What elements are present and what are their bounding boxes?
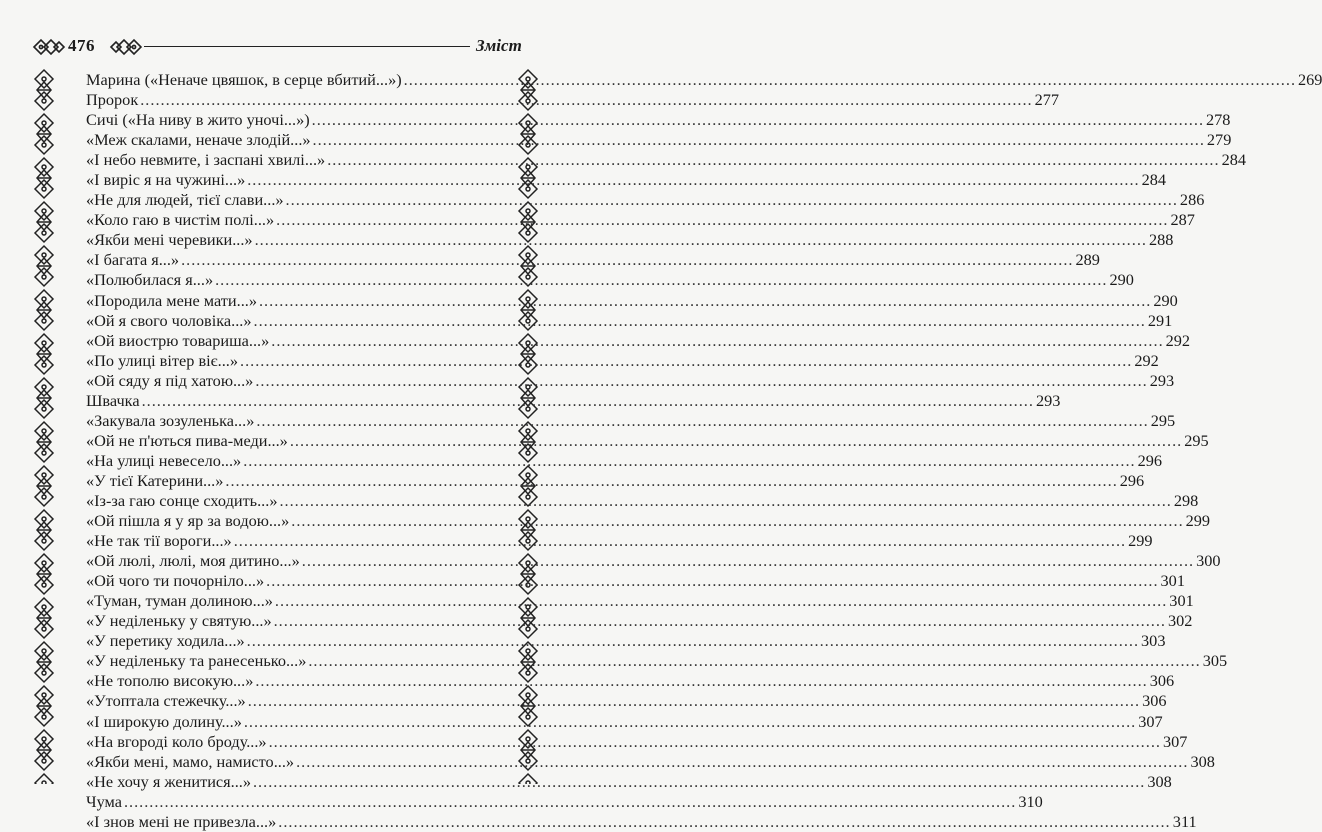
dot-leader: ................................................................................................................................................................................ [276,210,1169,230]
dot-leader: ................................................................................................................................................................................ [255,370,1148,390]
toc-entry-page: 305 [1202,651,1228,671]
toc-entry-page: 295 [1150,410,1176,430]
toc-entry-page: 307 [1162,731,1188,751]
toc-entry [86,170,1167,190]
knot-ornament-icon [32,32,66,62]
dot-leader: ................................................................................................................................................................................ [181,250,1074,270]
toc-entry-page: 292 [1165,330,1191,350]
toc-entry-page: 289 [1075,250,1100,270]
toc-entry [86,130,1232,150]
dot-leader: ................................................................................................................................................................................ [140,90,1033,110]
toc-entry-page: 296 [1119,470,1145,490]
toc-entry-title: Пророк [86,90,139,110]
dot-leader: ................................................................................................................................................................................ [252,771,1146,791]
toc-entry-title: «Якби мені, мамо, намисто...» [86,751,295,771]
toc-entry-title: «Коло гаю в чистім полі...» [86,210,275,230]
toc-entry [86,290,1178,311]
toc-entry [86,450,1162,471]
toc-entry-title: «Закувала зозуленька...» [86,410,255,430]
toc-entry-page: 277 [1034,90,1060,110]
toc-entry [86,751,1215,772]
toc-entry-title: «Полюбилася я...» [86,270,214,290]
dot-leader: ................................................................................................................................................................................ [289,430,1183,450]
toc-entry-page: 293 [1035,390,1061,410]
dot-leader: ................................................................................................................................................................................ [123,791,1017,811]
toc-entry-title: «У неділеньку у святую...» [86,611,272,631]
toc-entry [86,390,1061,411]
toc-entry-page: 284 [1141,170,1167,190]
toc-entry-page: 293 [1149,370,1175,390]
toc-entry-page: 306 [1149,671,1175,691]
toc-entry [86,70,1322,90]
toc-entry [86,430,1209,451]
toc-entry [86,150,1246,170]
toc-entry [86,270,1134,290]
toc-entry-title: «І небо невмите, і заспані хвилі...» [86,150,326,170]
toc-entry-title: «Туман, туман долиною...» [86,591,273,611]
dot-leader: ................................................................................................................................................................................ [327,150,1220,170]
dot-leader: ................................................................................................................................................................................ [243,450,1136,470]
toc-entry-title: «Ой виострю товариша...» [86,330,270,350]
toc-entry [86,591,1194,611]
dot-leader: ................................................................................................................................................................................ [278,811,1171,831]
dot-leader: ................................................................................................................................................................................ [285,190,1178,210]
toc-entry-title: «Ой люлі, люлі, моя дитино...» [86,551,300,571]
dot-leader: ................................................................................................................................................................................ [271,330,1164,350]
toc-entry-title: «Ой пішла я у яр за водою...» [86,511,290,531]
toc-entry-page: 303 [1141,631,1166,651]
toc-entry-title: «І широкую долину...» [86,711,242,731]
toc-entry [86,470,1145,491]
toc-entry-title: «Із-за гаю сонце сходить...» [86,490,278,510]
dot-leader: ................................................................................................................................................................................ [266,571,1159,591]
dot-leader: ................................................................................................................................................................................ [311,110,1205,130]
dot-leader: ................................................................................................................................................................................ [225,470,1118,490]
toc-entry [86,671,1175,691]
ornamental-border-left-icon [32,68,56,784]
toc-entry-page: 301 [1169,591,1194,611]
toc-entry-title: «На вгороді коло броду...» [86,731,267,751]
toc-entry [86,250,1100,270]
toc-entry [86,230,1174,250]
toc-entry-page: 296 [1137,450,1162,470]
toc-entry [86,551,1221,571]
dot-leader: ................................................................................................................................................................................ [256,410,1149,430]
toc-entry-page: 290 [1109,270,1134,290]
toc-entry-page: 299 [1185,511,1211,531]
toc-entry [86,90,1060,110]
toc-entry-title: «У тієї Катерини...» [86,470,224,490]
dot-leader: ................................................................................................................................................................................ [291,511,1184,531]
toc-entry-title: «Породила мене мати...» [86,290,257,310]
page-header [0,36,568,60]
toc-entry [86,370,1175,391]
dot-leader: ................................................................................................................................................................................ [141,390,1034,410]
dot-leader: ................................................................................................................................................................................ [215,270,1108,290]
dot-leader: ................................................................................................................................................................................ [243,711,1137,731]
dot-leader: ................................................................................................................................................................................ [240,350,1133,370]
toc-entry [86,210,1195,230]
toc-entry-title: «Меж скалами, неначе злодій...» [86,130,311,150]
toc-entry-page: 306 [1142,691,1167,711]
toc-entry-page: 310 [1018,791,1043,811]
section-title: Зміст [476,36,522,55]
toc-entry-page: 284 [1221,150,1246,170]
toc-entry [86,611,1193,631]
toc-entry [86,531,1153,551]
toc-entry-page: 269 [1298,70,1322,89]
toc-entry-title: «Ой чого ти почорніло...» [86,571,265,591]
toc-entry-title: «У неділеньку та ранесенько...» [86,651,307,671]
dot-leader: ................................................................................................................................................................................ [312,130,1205,150]
dot-leader: ................................................................................................................................................................................ [274,591,1168,611]
toc-entry-page: 300 [1196,551,1221,571]
toc-entry-title: «На улиці невесело...» [86,450,242,470]
toc-entry [86,631,1166,651]
toc-entry [86,511,1211,531]
toc-entry-page: 288 [1148,230,1174,250]
header-rule [144,46,470,47]
toc-entry [86,350,1159,371]
toc-entry [86,811,1197,832]
dot-leader: ................................................................................................................................................................................ [247,691,1141,711]
dot-leader: ................................................................................................................................................................................ [258,290,1152,310]
toc-entry-page: 278 [1206,110,1231,130]
toc-entry [86,571,1185,591]
toc-entry-page: 295 [1184,430,1209,450]
dot-leader: ................................................................................................................................................................................ [403,70,1297,89]
toc-entry-title: «Не так тії вороги...» [86,531,232,551]
dot-leader: ................................................................................................................................................................................ [255,671,1148,691]
toc-entry-title: «По улиці вітер віє...» [86,350,238,370]
toc-entry [86,771,1172,792]
dot-leader: ................................................................................................................................................................................ [268,731,1161,751]
toc-entry-page: 298 [1173,490,1199,510]
toc-entry-page: 299 [1128,531,1153,551]
toc-entry-title: «І багата я...» [86,250,180,270]
toc-entry-title: «І виріс я на чужині...» [86,170,246,190]
toc-entry-page: 291 [1147,310,1173,330]
knot-ornament-icon [109,32,145,62]
dot-leader: ................................................................................................................................................................................ [273,611,1166,631]
table-of-contents [86,70,1322,832]
dot-leader: ................................................................................................................................................................................ [247,170,1140,190]
dot-leader: ................................................................................................................................................................................ [279,490,1172,510]
toc-entry-title: «Якби мені черевики...» [86,230,253,250]
toc-entry-page: 301 [1160,571,1185,591]
dot-leader: ................................................................................................................................................................................ [233,531,1127,551]
dot-leader: ................................................................................................................................................................................ [296,751,1189,771]
toc-entry-page: 307 [1138,711,1163,731]
toc-entry-title: «У перетику ходила...» [86,631,245,651]
toc-entry-page: 286 [1179,190,1205,210]
toc-entry [86,190,1205,210]
toc-entry-title: «Ой я свого чоловіка...» [86,310,252,330]
toc-entry-page: 290 [1153,290,1178,310]
dot-leader: ................................................................................................................................................................................ [301,551,1195,571]
toc-entry [86,330,1191,351]
toc-entry [86,110,1231,130]
dot-leader: ................................................................................................................................................................................ [308,651,1201,671]
toc-entry-page: 308 [1147,771,1172,791]
dot-leader: ................................................................................................................................................................................ [246,631,1140,651]
dot-leader: ................................................................................................................................................................................ [253,310,1146,330]
toc-entry-title: «Ой сяду я під хатою...» [86,370,254,390]
toc-entry-page: 279 [1206,130,1232,150]
toc-entry-title: «Не хочу я женитися...» [86,771,251,791]
toc-entry-title: Чума [86,791,122,811]
toc-entry [86,651,1228,671]
toc-entry [86,791,1043,812]
toc-entry-title: «Ой не п'ються пива-меди...» [86,430,288,450]
toc-entry-title: «Не для людей, тієї слави...» [86,190,284,210]
toc-entry-title: «І знов мені не привезла...» [86,811,277,831]
page-number: 476 [68,36,95,55]
toc-entry-page: 292 [1134,350,1159,370]
toc-entry-page: 308 [1190,751,1215,771]
dot-leader: ................................................................................................................................................................................ [254,230,1147,250]
toc-entry-page: 287 [1170,210,1195,230]
toc-entry [86,310,1173,331]
toc-entry [86,691,1167,711]
toc-entry-page: 302 [1167,611,1193,631]
toc-entry [86,410,1176,431]
toc-entry-title: «Не тополю високую...» [86,671,254,691]
toc-entry [86,731,1188,752]
toc-entry-title: Швачка [86,390,140,410]
toc-entry-title: Марина («Неначе цвяшок, в серце вбитий...») [86,70,402,89]
toc-entry-title: «Утоптала стежечку...» [86,691,246,711]
toc-entry [86,490,1199,511]
toc-entry [86,711,1163,732]
toc-entry-page: 311 [1172,811,1197,831]
toc-entry-title: Сичі («На ниву в жито уночі...») [86,110,310,130]
